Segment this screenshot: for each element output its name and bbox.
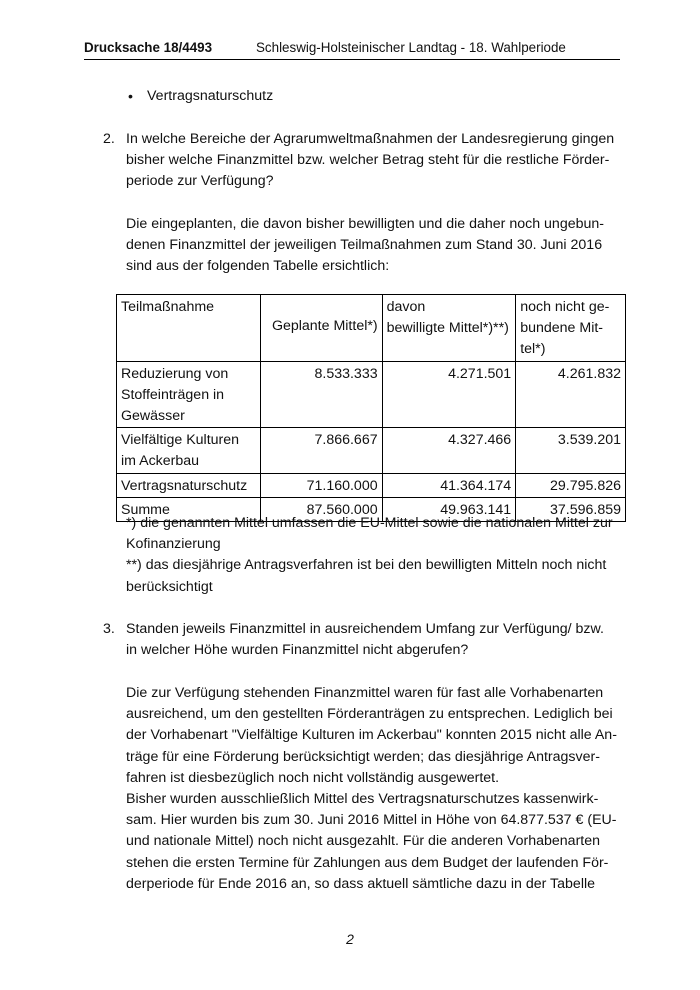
page-number: 2 xyxy=(346,931,354,947)
table-row xyxy=(117,473,626,497)
row-planned: 71.160.000 xyxy=(260,473,382,497)
row-measure: Vielfältige Kulturen im Ackerbau xyxy=(117,428,261,473)
answer-3 xyxy=(126,683,617,895)
answer-line: denen Finanzmittel der jeweiligen Teilmaßnahmen zum Stand 30. Juni 2016 xyxy=(126,237,603,254)
answer-2 xyxy=(126,214,604,278)
answer-line: derperiode für Ende 2016 an, so dass aktuell sämtliche dazu in der Tabelle xyxy=(126,875,596,892)
answer-line: Die zur Verfügung stehenden Finanzmittel waren für fast alle Vorhabenarten xyxy=(126,685,604,701)
footnote-line: **) das diesjährige Antragsverfahren ist bei den bewilligten Mitteln noch nicht xyxy=(126,557,607,574)
answer-line: träge für eine Förderung berücksichtigt werden; das diesjährige Antragsver- xyxy=(126,748,600,765)
bullet-icon: • xyxy=(128,89,133,105)
row-measure: Vertragsnaturschutz xyxy=(117,473,261,497)
question-line: bisher welche Finanzmittel bzw. welcher Betrag steht für die restliche Förder- xyxy=(126,152,610,169)
row-unbound: 29.795.826 xyxy=(516,473,626,497)
row-approved: 49.963.141 xyxy=(382,497,516,521)
answer-line: sam. Hier wurden bis zum 30. Juni 2016 Mittel in Höhe von 64.877.537 € (EU- xyxy=(126,812,617,829)
answer-line: ausreichend, um den gestellten Förderanträgen zu entsprechen. Lediglich bei xyxy=(126,706,613,723)
question-3-number: 3. xyxy=(103,621,115,637)
page-header xyxy=(84,37,620,60)
answer-line: sind aus der folgenden Tabelle ersichtlich: xyxy=(126,258,390,275)
header-measure: Teilmaßnahme xyxy=(117,295,261,362)
question-2-number: 2. xyxy=(103,131,115,147)
row-approved: 41.364.174 xyxy=(382,473,516,497)
answer-line: und nationale Mittel) noch nicht ausgezahlt. Für die anderen Vorhabenarten xyxy=(126,833,601,850)
bullet-text: Vertragsnaturschutz xyxy=(147,88,274,104)
header-approved: davon bewilligte Mittel*)**) xyxy=(382,295,516,362)
row-unbound: 4.261.832 xyxy=(516,361,626,428)
footnote-line: berücksichtigt xyxy=(126,578,213,595)
row-unbound: 3.539.201 xyxy=(516,428,626,473)
table-row xyxy=(117,361,626,428)
question-3 xyxy=(126,619,604,661)
question-line: in welcher Höhe wurden Finanzmittel nicht abgerufen? xyxy=(126,642,469,659)
footnote-line: Kofinanzierung xyxy=(126,536,221,553)
row-planned: 7.866.667 xyxy=(260,428,382,473)
answer-line: stehen die ersten Termine für Zahlungen aus dem Budget der laufenden För- xyxy=(126,854,609,871)
answer-line: Die eingeplanten, die davon bisher bewilligten und die daher noch ungebun- xyxy=(126,216,604,232)
bullet-item xyxy=(147,86,273,107)
table-row xyxy=(117,428,626,473)
footnotes xyxy=(126,513,613,598)
row-planned: 87.560.000 xyxy=(260,497,382,521)
row-unbound: 37.596.859 xyxy=(516,497,626,521)
answer-line: der Vorhabenart "Vielfältige Kulturen im Ackerbau" konnten 2015 nicht alle An- xyxy=(126,727,617,744)
funds-table xyxy=(116,294,626,522)
header-unbound: noch nicht ge- bundene Mit- tel*) xyxy=(516,295,626,362)
parliament-title: Schleswig-Holsteinischer Landtag - 18. Wahlperiode xyxy=(256,40,566,55)
footnote-line: *) die genannten Mittel umfassen die EU-Mittel sowie die nationalen Mittel zur xyxy=(126,515,613,531)
answer-line: Bisher wurden ausschließlich Mittel des Vertragsnaturschutzes kassenwirk- xyxy=(126,791,599,808)
header-planned: Geplante Mittel*) xyxy=(260,295,382,362)
question-line: In welche Bereiche der Agrarumweltmaßnahmen der Landesregierung gingen xyxy=(126,131,615,147)
row-approved: 4.327.466 xyxy=(382,428,516,473)
row-measure: Summe xyxy=(117,497,261,521)
question-line: Standen jeweils Finanzmittel in ausreichendem Umfang zur Verfügung/ bzw. xyxy=(126,621,604,637)
row-measure: Reduzierung von Stoffeinträgen in Gewässer xyxy=(117,361,261,428)
row-approved: 4.271.501 xyxy=(382,361,516,428)
table-header-row xyxy=(117,295,626,362)
question-2 xyxy=(126,129,614,193)
answer-line: fahren ist diesbezüglich noch nicht vollständig ausgewertet. xyxy=(126,769,500,786)
document-reference: Drucksache 18/4493 xyxy=(84,40,213,55)
row-planned: 8.533.333 xyxy=(260,361,382,428)
question-line: periode zur Verfügung? xyxy=(126,173,274,190)
